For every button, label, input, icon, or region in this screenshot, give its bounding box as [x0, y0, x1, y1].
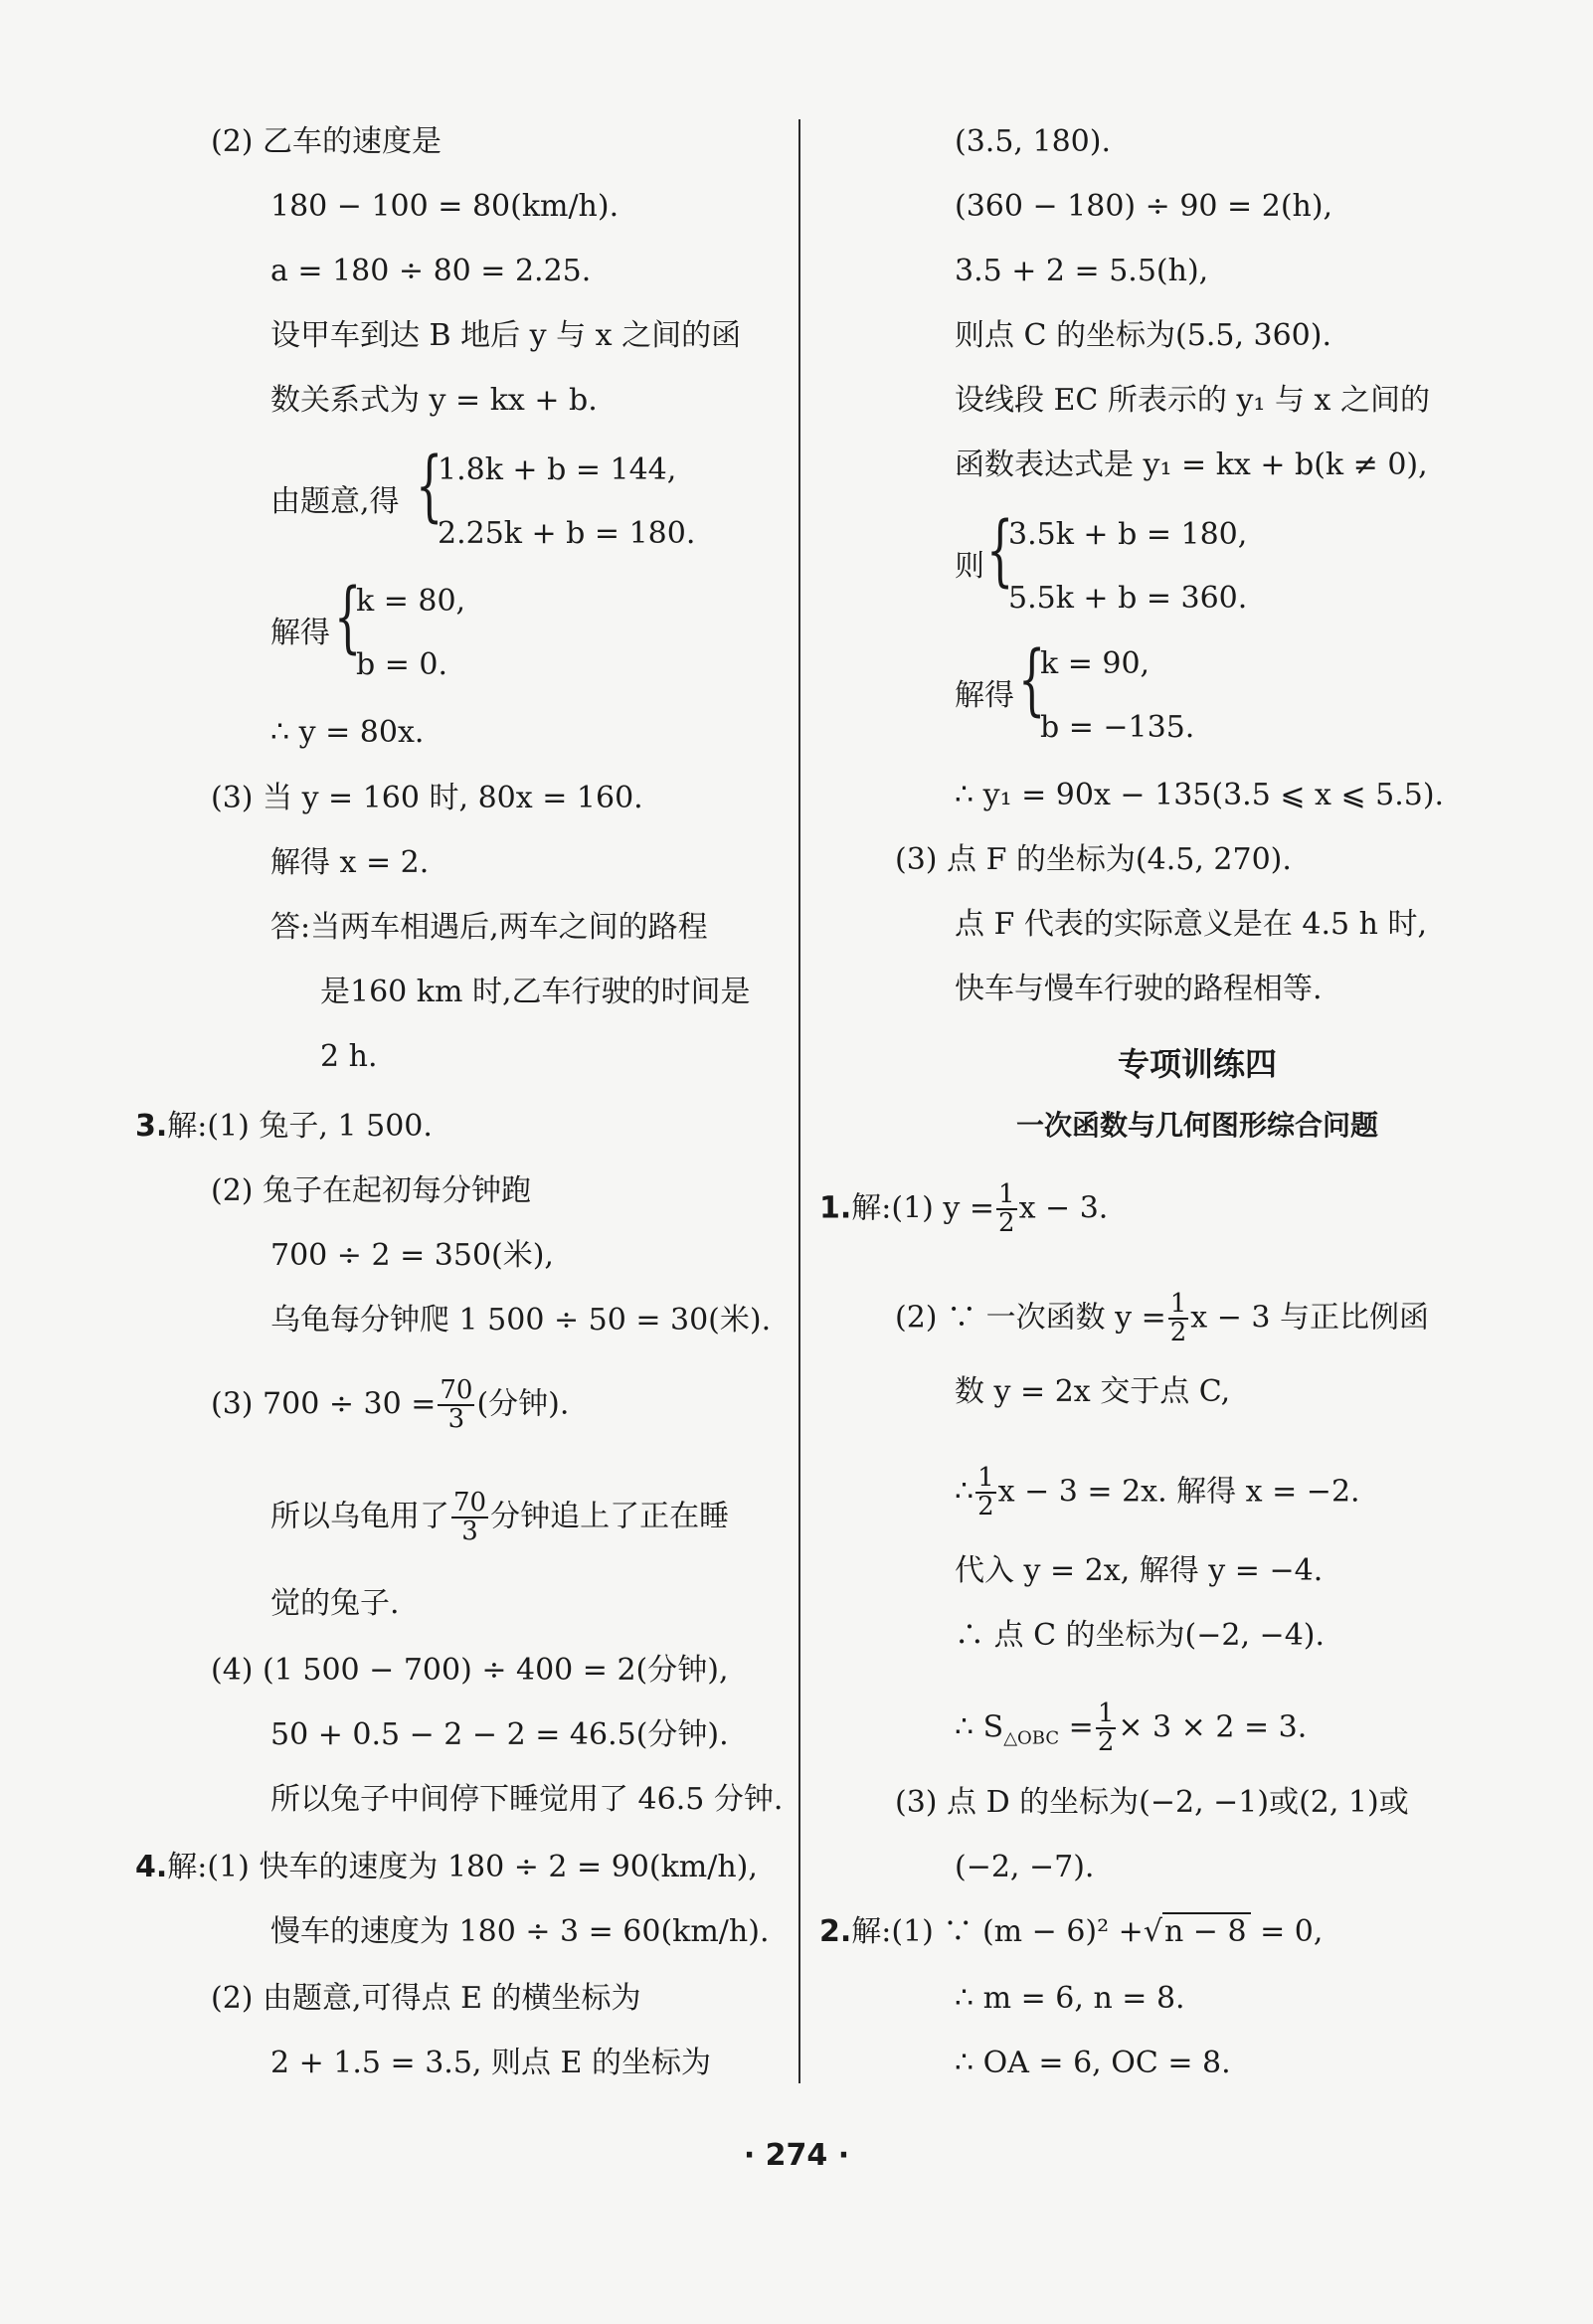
text-line: 快车与慢车行驶的路程相等.	[955, 972, 1323, 1006]
text-segment: =	[1059, 1709, 1094, 1745]
text-line: (2) 兔子在起初每分钟跑	[211, 1173, 532, 1208]
text-line: 代入 y = 2x, 解得 y = −4.	[955, 1553, 1324, 1588]
text-line: 解得	[270, 616, 330, 650]
fraction-line	[955, 1465, 1360, 1521]
text-line: (360 − 180) ÷ 90 = 2(h),	[955, 189, 1333, 224]
fraction	[1168, 1291, 1189, 1347]
fraction-line	[270, 1490, 729, 1546]
fraction	[451, 1490, 488, 1546]
problem-number: 3.	[135, 1109, 168, 1144]
text-line: 700 ÷ 2 = 350(米),	[270, 1238, 554, 1273]
numerator: 70	[453, 1488, 487, 1518]
problem-number: 2.	[819, 1914, 852, 1949]
problem-number: 4.	[135, 1850, 168, 1884]
text-line: 答:当两车相遇后,两车之间的路程	[270, 910, 708, 945]
text-line: 乌龟每分钟爬 1 500 ÷ 50 = 30(米).	[270, 1303, 772, 1338]
radical-sign: √	[1143, 1914, 1162, 1949]
text-line: 由题意,得	[270, 484, 400, 519]
text-line: (3) 点 D 的坐标为(−2, −1)或(2, 1)或	[895, 1785, 1409, 1820]
text-line: 设甲车到达 B 地后 y 与 x 之间的函	[270, 318, 742, 353]
brace-symbol: {	[986, 506, 1014, 596]
numerator: 70	[440, 1375, 473, 1405]
equation-line: b = 0.	[356, 647, 448, 682]
text-line: ∴ 点 C 的坐标为(−2, −4).	[955, 1618, 1326, 1653]
numerator: 1	[998, 1179, 1015, 1209]
fraction	[438, 1377, 474, 1434]
text-line: ∴ y = 80x.	[270, 715, 425, 750]
fraction-line	[819, 1181, 1108, 1238]
equation-line: k = 90,	[1040, 646, 1150, 681]
fraction-line	[211, 1377, 569, 1434]
brace-symbol: {	[334, 573, 362, 662]
text-line: (−2, −7).	[955, 1850, 1095, 1884]
text-line: 觉的兔子.	[270, 1586, 400, 1621]
denominator: 2	[977, 1492, 994, 1522]
text-line: 解得	[955, 678, 1014, 713]
radicand: n − 8	[1162, 1912, 1251, 1949]
text-line: 点 F 代表的实际意义是在 4.5 h 时,	[955, 907, 1428, 942]
subscript: △OBC	[1003, 1727, 1060, 1749]
text-line: 函数表达式是 y₁ = kx + b(k ≠ 0),	[955, 447, 1428, 482]
text-line: 所以兔子中间停下睡觉用了 46.5 分钟.	[270, 1782, 784, 1817]
column-divider	[798, 119, 800, 2083]
text-segment: = 0,	[1250, 1914, 1324, 1949]
equation-line: 2.25k + b = 180.	[438, 516, 696, 551]
fraction	[975, 1465, 996, 1521]
text-segment: ∴	[955, 1474, 974, 1510]
text-line: ∴ m = 6, n = 8.	[955, 1981, 1185, 2016]
fraction-line	[955, 1700, 1307, 1757]
text-line: 数 y = 2x 交于点 C,	[955, 1374, 1231, 1409]
text-line: 是160 km 时,乙车行驶的时间是	[320, 975, 751, 1009]
equation-line: 1.8k + b = 144,	[438, 452, 677, 487]
problem-number: 1.	[819, 1190, 852, 1226]
denominator: 2	[1169, 1318, 1187, 1348]
text-line: (3) 当 y = 160 时, 80x = 160.	[211, 781, 643, 815]
text-line: (3.5, 180).	[955, 124, 1111, 159]
text-segment: x − 3 = 2x. 解得 x = −2.	[997, 1474, 1360, 1510]
text-segment: (3) 700 ÷ 30 =	[211, 1386, 437, 1422]
numerator: 1	[977, 1463, 994, 1493]
text-line: ∴ OA = 6, OC = 8.	[955, 2046, 1231, 2080]
text-segment: 解:(1) y =	[851, 1190, 995, 1226]
text-line: (2) 由题意,可得点 E 的横坐标为	[211, 1981, 641, 2016]
brace-symbol: {	[1018, 635, 1046, 725]
text-line: ∴ y₁ = 90x − 135(3.5 ⩽ x ⩽ 5.5).	[955, 778, 1445, 812]
text-line: (2) 乙车的速度是	[211, 124, 442, 159]
text-line: 数关系式为 y = kx + b.	[270, 383, 598, 418]
text-segment: 所以乌龟用了	[270, 1499, 449, 1534]
text-line: 则	[955, 549, 984, 584]
numerator: 1	[1169, 1289, 1187, 1319]
text-line: 180 − 100 = 80(km/h).	[270, 189, 620, 224]
page-number: · 274 ·	[743, 2138, 850, 2173]
equation-line: b = −135.	[1040, 710, 1195, 745]
text-segment: x − 3 与正比例函	[1190, 1300, 1430, 1336]
square-root	[1143, 1914, 1251, 1949]
denominator: 3	[447, 1404, 465, 1435]
problem-line	[135, 1109, 433, 1144]
denominator: 3	[461, 1517, 478, 1547]
brace-symbol: {	[416, 442, 443, 531]
text-line: 设线段 EC 所表示的 y₁ 与 x 之间的	[955, 383, 1430, 418]
problem-line	[135, 1850, 758, 1884]
equation-line: k = 80,	[356, 584, 466, 619]
problem-line	[819, 1914, 1324, 1949]
text-segment: ∴ S	[955, 1709, 1004, 1745]
text-segment: 解:(1) 快车的速度为 180 ÷ 2 = 90(km/h),	[167, 1850, 758, 1884]
text-line: 则点 C 的坐标为(5.5, 360).	[955, 318, 1332, 353]
text-line: 50 + 0.5 − 2 − 2 = 46.5(分钟).	[270, 1717, 729, 1752]
fraction	[1096, 1700, 1117, 1757]
text-segment: (2) ∵ 一次函数 y =	[895, 1300, 1166, 1336]
section-title: 专项训练四	[1117, 1045, 1277, 1083]
section-subtitle: 一次函数与几何图形综合问题	[1015, 1109, 1378, 1142]
text-segment: × 3 × 2 = 3.	[1118, 1709, 1308, 1745]
text-line: 慢车的速度为 180 ÷ 3 = 60(km/h).	[270, 1914, 770, 1949]
text-line: 3.5 + 2 = 5.5(h),	[955, 254, 1209, 288]
fraction-line	[895, 1291, 1429, 1347]
text-segment: 解:(1) ∵ (m − 6)² +	[851, 1914, 1144, 1949]
fraction	[996, 1181, 1017, 1238]
text-segment: x − 3.	[1018, 1190, 1109, 1226]
text-line: (4) (1 500 − 700) ÷ 400 = 2(分钟),	[211, 1653, 729, 1688]
equation-line: 5.5k + b = 360.	[1008, 581, 1248, 616]
text-line: 2 h.	[320, 1039, 378, 1074]
equation-line: 3.5k + b = 180,	[1008, 517, 1248, 552]
text-segment: 解:(1) 兔子, 1 500.	[167, 1109, 433, 1144]
text-segment: 分钟追上了正在睡	[490, 1499, 730, 1534]
numerator: 1	[1097, 1698, 1115, 1728]
denominator: 2	[1097, 1727, 1115, 1758]
text-line: 解得 x = 2.	[270, 845, 430, 880]
denominator: 2	[998, 1208, 1015, 1239]
text-segment: (分钟).	[476, 1386, 570, 1422]
text-line: a = 180 ÷ 80 = 2.25.	[270, 254, 592, 288]
text-line: (3) 点 F 的坐标为(4.5, 270).	[895, 842, 1292, 877]
text-line: 2 + 1.5 = 3.5, 则点 E 的坐标为	[270, 2046, 711, 2080]
